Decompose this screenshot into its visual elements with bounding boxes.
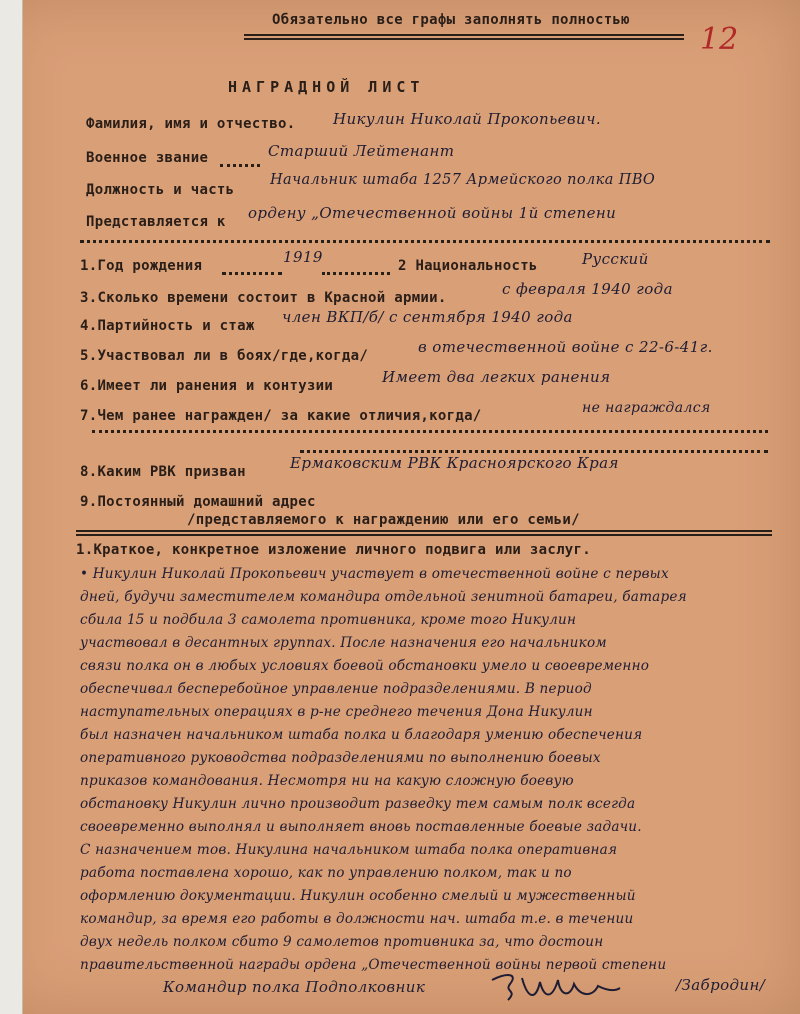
summary-line: приказов командования. Несмотря ни на какую сложную боевую — [80, 773, 574, 789]
service-value: с февраля 1940 года — [502, 280, 673, 298]
summary-line: участвовал в десантных группах. После назначения его начальником — [80, 635, 607, 651]
rvk-value: Ермаковским РВК Красноярского Края — [290, 454, 619, 472]
awards-leader-2 — [300, 450, 768, 453]
rank-leader — [220, 164, 260, 167]
address-label: 9.Постоянный домашний адрес — [80, 494, 316, 510]
summary-line: С назначением тов. Никулина начальником штаба полка оперативная — [80, 842, 618, 858]
summary-line: связи полка он в любых условиях боевой обстановки умело и своевременно — [80, 658, 650, 674]
party-value: член ВКП/б/ с сентября 1940 года — [282, 308, 573, 326]
address-rule — [76, 530, 772, 536]
birth-year-leader — [222, 272, 282, 275]
summary-line: работа поставлена хорошо, как по управлению полком, так и по — [80, 865, 572, 881]
awards-leader — [92, 430, 768, 433]
header-rule — [244, 34, 684, 40]
awards-label: 7.Чем ранее награжден/ за какие отличия,когда/ — [80, 408, 482, 424]
awards-value: не награждался — [582, 400, 711, 416]
rvk-label: 8.Каким РВК призван — [80, 464, 246, 480]
position-label: Должность и часть — [86, 182, 235, 198]
commander-signature — [488, 970, 623, 1008]
address-note: /представляемого к награждению или его семьи/ — [187, 512, 580, 528]
summary-line: своевременно выполнял и выполняет вновь поставленные боевые задачи. — [80, 819, 642, 835]
battles-label: 5.Участвовал ли в боях/где,когда/ — [80, 348, 369, 364]
summary-line: наступательных операциях в р-не среднего течения Дона Никулин — [80, 704, 593, 720]
summary-line: командир, за время его работы в должности нач. штаба т.е. в течении — [80, 911, 634, 927]
signature-right: /Забродин/ — [676, 976, 766, 994]
summary-line: дней, будучи заместителем командира отдельной зенитной батареи, батарея — [80, 589, 687, 605]
nationality-label: 2 Национальность — [398, 258, 538, 274]
summary-heading: 1.Краткое, конкретное изложение личного подвига или заслуг. — [76, 542, 591, 558]
battles-value: в отечественной войне с 22-6-41г. — [418, 338, 713, 356]
wounds-value: Имеет два легких ранения — [382, 368, 611, 386]
rank-value: Старший Лейтенант — [268, 142, 455, 160]
name-label: Фамилия, имя и отчество. — [86, 116, 296, 132]
header-notice: Обязательно все графы заполнять полностью — [272, 12, 630, 28]
position-value: Начальник штаба 1257 Армейского полка ПВО — [270, 172, 656, 188]
birth-year-label: 1.Год рождения — [80, 258, 203, 274]
section-divider-top — [80, 240, 770, 243]
summary-line: сбила 15 и подбила 3 самолета противника, кроме того Никулин — [80, 612, 577, 628]
rank-label: Военное звание — [86, 150, 209, 166]
summary-line: обеспечивал бесперебойное управление подразделениями. В период — [80, 681, 592, 697]
summary-line: правительственной награды ордена „Отечественной войны первой степени — [80, 957, 667, 973]
party-label: 4.Партийность и стаж — [80, 318, 255, 334]
birth-year-trail — [322, 272, 390, 275]
page-title: НАГРАДНОЙ ЛИСТ — [228, 78, 425, 96]
wounds-label: 6.Имеет ли ранения и контузии — [80, 378, 334, 394]
summary-line: оформлению документации. Никулин особенно смелый и мужественный — [80, 888, 636, 904]
summary-line: обстановку Никулин лично производит разведку тем самым полк всегда — [80, 796, 636, 812]
nationality-value: Русский — [582, 250, 649, 268]
page-number: 12 — [700, 22, 739, 57]
birth-year-value: 1919 — [283, 248, 323, 266]
summary-line: двух недель полком сбито 9 самолетов противника за, что достоин — [80, 934, 604, 950]
signature-left: Командир полка Подполковник — [163, 978, 426, 996]
summary-line: был назначен начальником штаба полка и благодаря умению обеспечения — [80, 727, 643, 743]
name-value: Никулин Николай Прокопьевич. — [333, 110, 602, 128]
summary-line: оперативного руководства подразделениями по выполнению боевых — [80, 750, 601, 766]
nominated-value: ордену „Отечественной войны 1й степени — [248, 204, 617, 222]
service-label: 3.Сколько времени состоит в Красной армии. — [80, 290, 447, 306]
nominated-label: Представляется к — [86, 214, 226, 230]
page-margin — [0, 0, 23, 1014]
summary-line: • Никулин Николай Прокопьевич участвует в отечественной войне с первых — [80, 566, 669, 582]
